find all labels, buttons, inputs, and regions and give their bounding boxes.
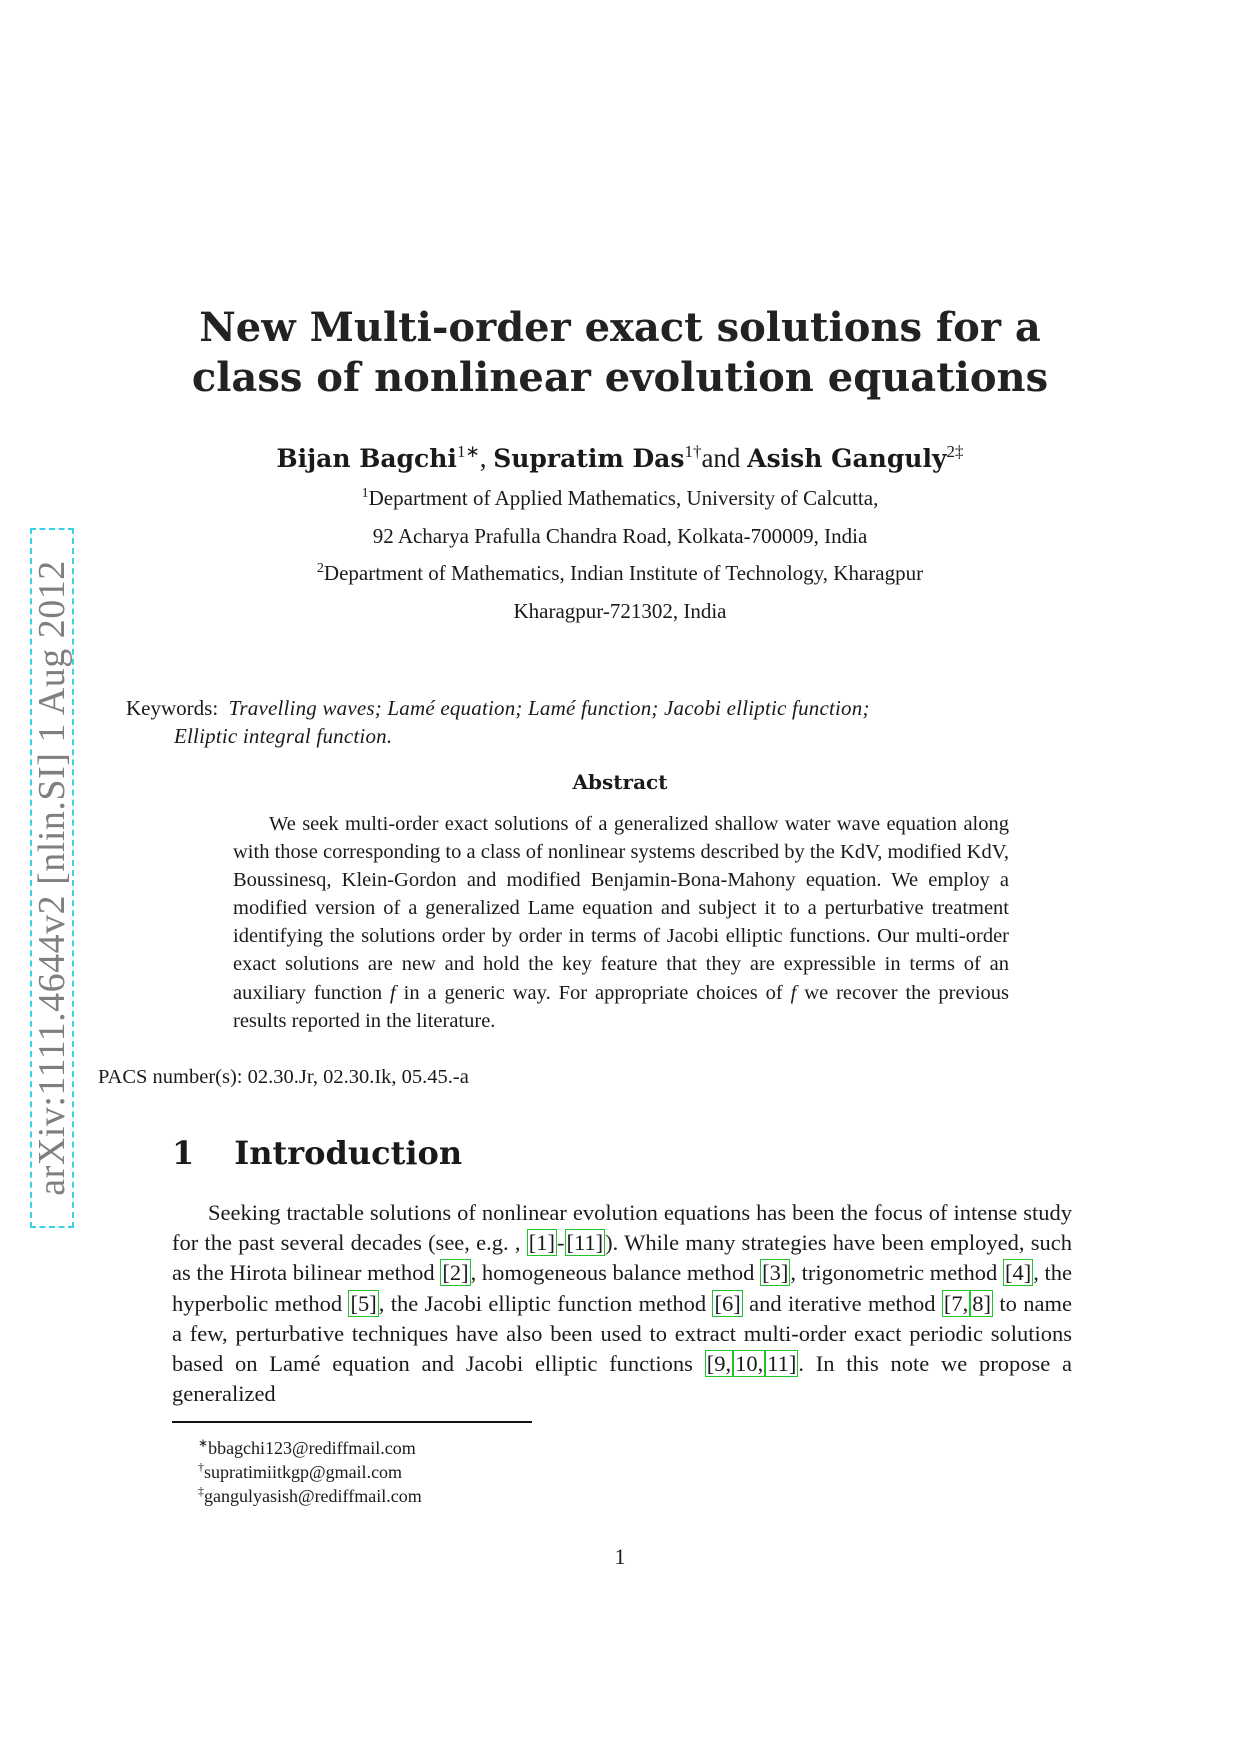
intro-paragraph	[172, 1198, 1072, 1409]
intro-text: , the Jacobi elliptic function method	[378, 1290, 707, 1316]
footnote-1	[198, 1436, 416, 1459]
author-1-marks: 1∗	[456, 442, 480, 461]
footnote-mark: ∗	[198, 1436, 209, 1450]
author-list	[0, 442, 1240, 474]
intro-text: , the hyperbolic method	[172, 1260, 1073, 1316]
abstract-body	[233, 810, 1009, 1035]
citation-link[interactable]: [7,	[943, 1290, 969, 1316]
intro-text: -	[557, 1230, 565, 1256]
footnote-email: supratimiitkgp@gmail.com	[204, 1462, 403, 1482]
page-number: 1	[614, 1544, 626, 1569]
affiliation-2-mark: 2	[316, 561, 324, 576]
abstract-heading: Abstract	[572, 770, 668, 794]
citation-link[interactable]: 11]	[767, 1351, 797, 1377]
footnote-mark: ‡	[198, 1484, 204, 1498]
section-number: 1	[172, 1134, 195, 1172]
footnote-mark: †	[198, 1460, 204, 1474]
section-title: Introduction	[234, 1134, 463, 1172]
affiliation-2-line-2: Kharagpur-721302, India	[513, 599, 727, 623]
author-conjunction: and	[701, 443, 741, 473]
arxiv-stamp	[30, 528, 74, 1228]
abstract-variable-f: f	[790, 981, 797, 1004]
keywords-line-1: Travelling waves; Lamé equation; Lamé function; Jacobi elliptic function;	[228, 696, 870, 720]
citation-link[interactable]: 8]	[972, 1290, 992, 1316]
affiliation-2-text: Department of Mathematics, Indian Institute of Technology, Kharagpur	[323, 561, 924, 585]
section-heading	[172, 1134, 462, 1172]
citation-link[interactable]: [1]	[528, 1230, 556, 1256]
author-3-marks: 2‡	[946, 442, 964, 461]
citation-link[interactable]: 10,	[735, 1351, 764, 1377]
footnote-email: gangulyasish@rediffmail.com	[204, 1486, 422, 1506]
intro-text: , homogeneous balance method	[470, 1260, 755, 1286]
footnote-2	[198, 1460, 402, 1483]
author-2: Supratim Das	[493, 444, 685, 473]
citation-link[interactable]: [11]	[566, 1230, 604, 1256]
keywords-line-2: Elliptic integral function.	[174, 724, 393, 748]
intro-text: , trigonometric method	[790, 1260, 998, 1286]
author-3: Asish Ganguly	[747, 444, 947, 473]
abstract-text-1: We seek multi-order exact solutions of a generalized shallow water wave equation along with those corresponding to a class of nonlinear systems described by the KdV, modified KdV, Boussinesq, Klein-Gordon and modified Benjamin-Bona-Mahony equation. We employ a modified version of a generalized Lame equation and subject it to a perturbative treatment identifying the solutions order by order in terms of Jacobi elliptic functions. Our multi-order exact solutions are new and hold the key feature that they are expressible in terms of an auxiliary function	[233, 813, 1009, 1004]
affiliation-1-line-1	[0, 486, 1240, 511]
citation-link[interactable]: [3]	[762, 1260, 789, 1286]
pacs-numbers: PACS number(s): 02.30.Jr, 02.30.Ik, 05.45.-a	[98, 1066, 469, 1088]
author-separator: ,	[479, 443, 487, 473]
citation-link[interactable]: [9,	[706, 1351, 732, 1377]
citation-link[interactable]: [6]	[714, 1290, 741, 1316]
keywords-label: Keywords:	[126, 696, 219, 720]
intro-text: . In this note we propose a generalized	[172, 1351, 1073, 1407]
keywords	[126, 694, 1076, 750]
abstract-text-3: we recover the previous results reported in the literature.	[233, 981, 1010, 1032]
citation-link[interactable]: [4]	[1004, 1260, 1032, 1286]
author-2-marks: 1†	[684, 442, 702, 461]
abstract-text-2: in a generic way. For appropriate choices of	[403, 981, 783, 1004]
arxiv-id: arXiv:1111.4644v2 [nlin.SI] 1 Aug 2012	[31, 560, 73, 1196]
footnote-email: bbagchi123@rediffmail.com	[208, 1438, 416, 1458]
footnote-rule	[172, 1421, 532, 1423]
title-line-1: New Multi-order exact solutions for a	[199, 304, 1041, 351]
intro-text: and iterative method	[749, 1290, 936, 1316]
citation-link[interactable]: [2]	[442, 1260, 469, 1286]
affiliation-2-line-1	[0, 561, 1240, 586]
affiliation-1-mark: 1	[361, 486, 369, 501]
affiliation-1-line-2: 92 Acharya Prafulla Chandra Road, Kolkata-700009, India	[372, 524, 868, 548]
title-line-2: class of nonlinear evolution equations	[191, 354, 1049, 401]
intro-text: to name a few, perturbative techniques have also been used to extract multi-order exact periodic solutions based on Lamé equation and Jacobi elliptic functions	[172, 1290, 1073, 1377]
citation-link[interactable]: [5]	[350, 1290, 377, 1316]
intro-text: Seeking tractable solutions of nonlinear evolution equations has been the focus of intense study for the past several decades (see, e.g. ,	[172, 1200, 1072, 1256]
author-1: Bijan Bagchi	[276, 444, 457, 473]
abstract-variable-f: f	[390, 981, 396, 1004]
footnote-3	[198, 1484, 422, 1507]
affiliation-1-text: Department of Applied Mathematics, University of Calcutta,	[368, 486, 879, 510]
intro-text: ). While many strategies have been employed, such as the Hirota bilinear method	[172, 1230, 1073, 1286]
